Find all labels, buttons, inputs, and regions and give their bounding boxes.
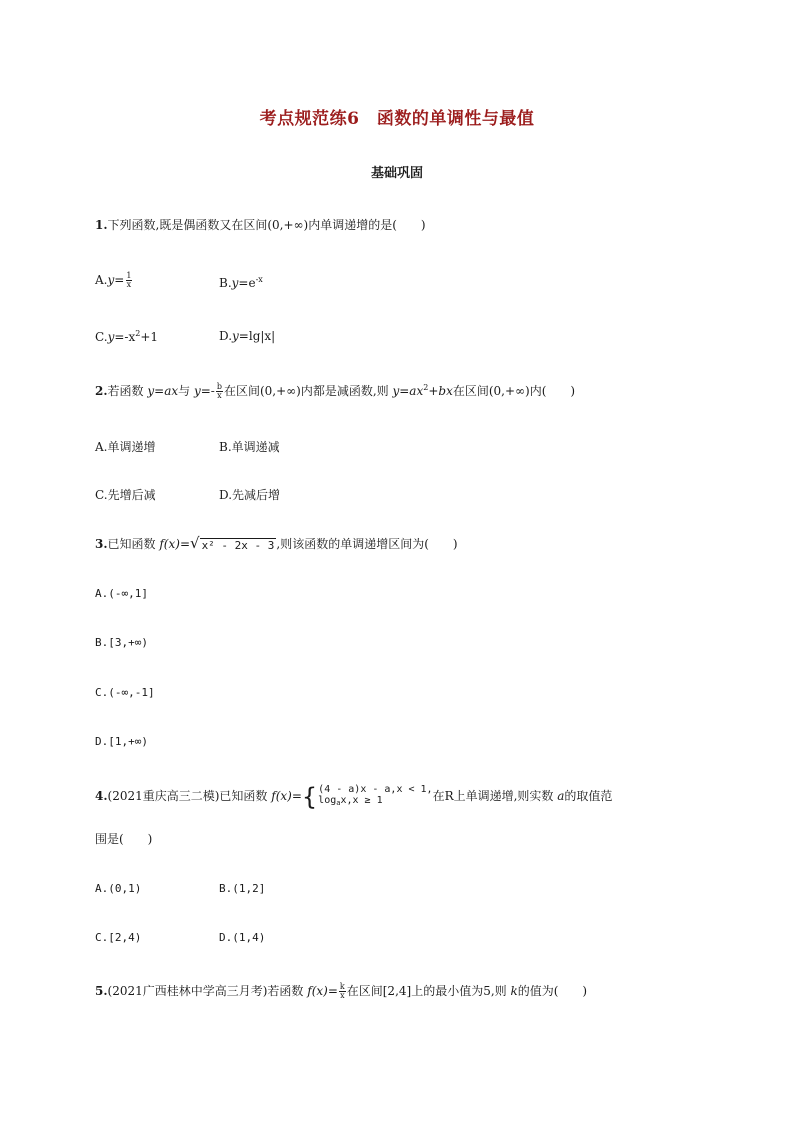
- question-text: 下列函数,既是偶函数又在区间(0,+∞)内单调递增的是( ): [107, 218, 426, 232]
- question-4-continued: 围是( ): [95, 832, 153, 846]
- page-title: 考点规范练6 函数的单调性与最值: [259, 109, 535, 129]
- option-d: D.先减后增: [219, 488, 281, 502]
- option-a: A.(0,1): [95, 882, 142, 895]
- question-4: 4.(2021重庆高三二模)已知函数 f(x)= { (4 - a)x - a,x < 1, $\log_ax,x \ge 1$ 在R上单调递增,则实数 a的取值范: [95, 782, 613, 811]
- option-c: C.(-∞,-1]: [95, 686, 155, 699]
- piecewise-function: { (4 - a)x - a,x < 1, $\log_ax,x \ge 1$: [301, 782, 433, 811]
- option-b: $B.y=e^{-x}$: [219, 275, 263, 290]
- option-c: C.先增后减: [95, 488, 156, 502]
- option-d: D.y=lg|x|: [219, 329, 276, 343]
- option-d: D.[1,+∞): [95, 735, 148, 748]
- section-heading: 基础巩固: [370, 166, 423, 181]
- question-5: 5.(2021广西桂林中学高三月考)若函数 f(x)= $\frac{k}{x}$ 在区间[2,4]上的最小值为5,则 k的值为( ): [95, 982, 588, 1000]
- fraction: $\frac{b}{x}$: [216, 382, 222, 400]
- fraction: $\frac{1}{x}$: [126, 271, 132, 289]
- option-a: A.单调递增: [95, 440, 156, 454]
- question-number: 1.: [95, 218, 108, 232]
- question-number: 2.: [95, 384, 108, 398]
- option-b: B.单调递减: [219, 440, 280, 454]
- question-1: [95, 219, 426, 231]
- question-2: 2.若函数 y=ax与 y=- $\frac{b}{x}$ 在区间(0,+∞)内都是减函数,则 $y=ax^2+bx$在区间(0,+∞)内( ): [95, 382, 576, 400]
- question-number: 4.: [95, 789, 108, 803]
- square-root: √ x² - 2x - 3: [190, 534, 275, 552]
- question-number: 3.: [95, 537, 108, 551]
- option-a: A.(-∞,1]: [95, 587, 148, 600]
- question-3: 3.已知函数 f(x)= √ x² - 2x - 3 ,则该函数的单调递增区间为( ): [95, 534, 458, 552]
- fraction: $\frac{k}{x}$: [339, 982, 345, 1000]
- option-b: B.[3,+∞): [95, 636, 148, 649]
- option-c: $C.y=-x^2+1$: [95, 329, 159, 344]
- option-a: A.y= $\frac{1}{x}$: [95, 271, 132, 289]
- option-d: D.(1,4): [219, 931, 266, 944]
- question-number: 5.: [95, 984, 108, 998]
- option-c: C.[2,4): [95, 931, 142, 944]
- option-b: B.(1,2]: [219, 882, 266, 895]
